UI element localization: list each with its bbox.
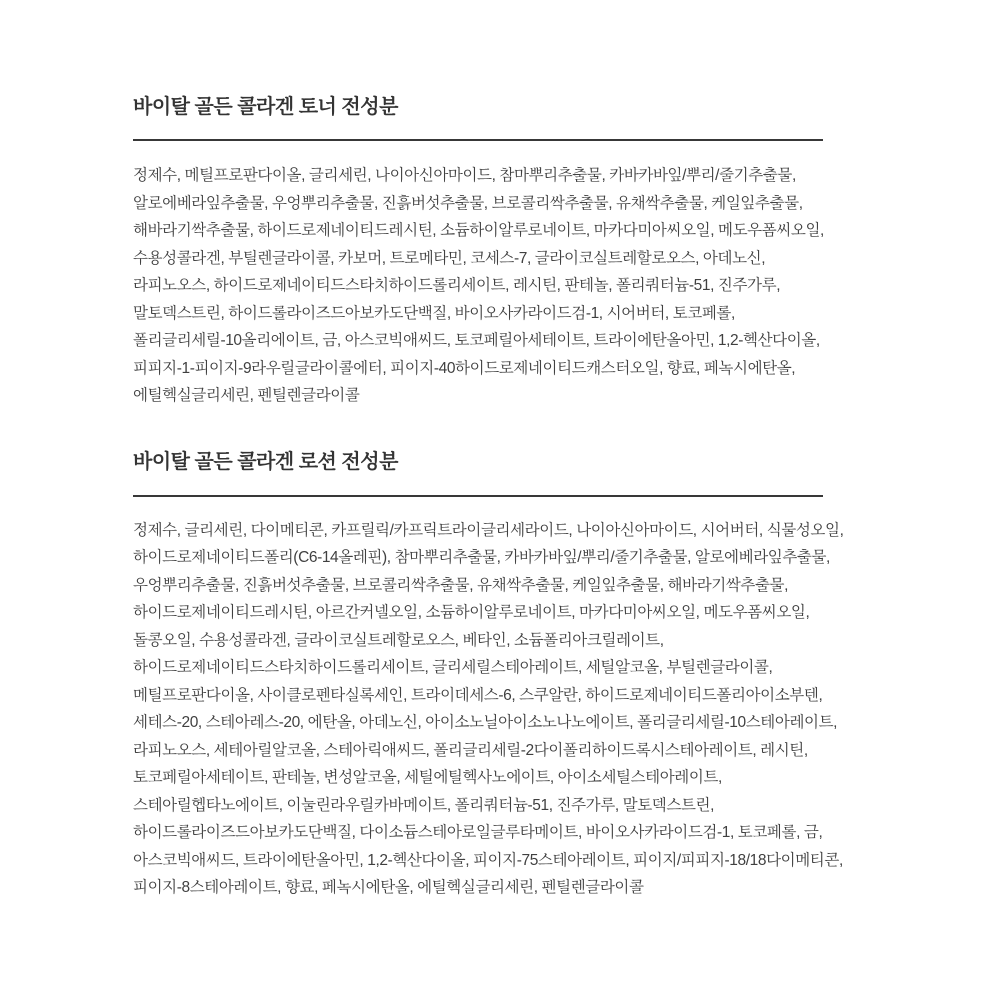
lotion-section-title: 바이탈 골든 콜라겐 로션 전성분	[133, 450, 398, 473]
ingredient-line: 돌콩오일, 수용성콜라겐, 글라이코실트레할로오스, 베타인, 소듐폴리아크릴레이트,	[133, 631, 664, 649]
ingredient-line: 하이드롤라이즈드아보카도단백질, 다이소듐스테아로일글루타메이트, 바이오사카라이드검-1, 토코페롤, 금,	[133, 824, 823, 841]
toner-ingredients-text	[133, 162, 873, 410]
lotion-ingredients-text	[133, 517, 873, 902]
ingredient-line: 아스코빅애씨드, 트라이에탄올아민, 1,2-헥산다이올, 피이지-75스테아레이트, 피이지/피피지-18/18다이메티콘,	[133, 851, 843, 869]
ingredient-line: 에틸헥실글리세린, 펜틸렌글라이콜	[133, 387, 360, 404]
title-divider	[133, 139, 823, 141]
ingredient-line: 세테스-20, 스테아레스-20, 에탄올, 아데노신, 아이소노닐아이소노나노에이트, 폴리글리세릴-10스테아레이트,	[133, 714, 838, 731]
ingredient-line: 메틸프로판다이올, 사이클로펜타실록세인, 트라이데세스-6, 스쿠알란, 하이드로제네이티드폴리아이소부텐,	[133, 686, 823, 704]
lotion-ingredients-section	[133, 410, 873, 902]
ingredient-line: 하이드로제네이티드레시틴, 아르간커넬오일, 소듐하이알루로네이트, 마카다미아씨오일, 메도우폼씨오일,	[133, 604, 810, 621]
ingredient-line: 라피노오스, 세테아릴알코올, 스테아릭애씨드, 폴리글리세릴-2다이폴리하이드록시스테아레이트, 레시틴,	[133, 741, 808, 759]
ingredient-line: 폴리글리세릴-10올리에이트, 금, 아스코빅애씨드, 토코페릴아세테이트, 트라이에탄올아민, 1,2-헥산다이올,	[133, 332, 820, 349]
ingredient-line: 정제수, 메틸프로판다이올, 글리세린, 나이아신아마이드, 참마뿌리추출물, 카바카바잎/뿌리/줄기추출물,	[133, 167, 796, 184]
toner-ingredients-section	[133, 0, 873, 410]
ingredient-line: 스테아릴헵타노에이트, 이눌린라우릴카바메이트, 폴리쿼터늄-51, 진주가루, 말토덱스트린,	[133, 796, 714, 814]
ingredient-line: 피피지-1-피이지-9라우릴글라이콜에터, 피이지-40하이드로제네이티드캐스터오일, 향료, 페녹시에탄올,	[133, 359, 796, 377]
ingredient-line: 하이드로제네이티드스타치하이드롤리세이트, 글리세릴스테아레이트, 세틸알코올, 부틸렌글라이콜,	[133, 659, 773, 676]
ingredient-line: 수용성콜라겐, 부틸렌글라이콜, 카보머, 트로메타민, 코세스-7, 글라이코실트레할로오스, 아데노신,	[133, 249, 766, 267]
ingredient-line: 토코페릴아세테이트, 판테놀, 변성알코올, 세틸에틸헥사노에이트, 아이소세틸스테아레이트,	[133, 769, 722, 786]
ingredient-line: 알로에베라잎추출물, 우엉뿌리추출물, 진흙버섯추출물, 브로콜리싹추출물, 유채싹추출물, 케일잎추출물,	[133, 194, 803, 212]
toner-section-title: 바이탈 골든 콜라겐 토너 전성분	[133, 96, 398, 118]
ingredient-line: 말토덱스트린, 하이드롤라이즈드아보카도단백질, 바이오사카라이드검-1, 시어버터, 토코페롤,	[133, 304, 735, 322]
ingredient-line: 해바라기싹추출물, 하이드로제네이티드레시틴, 소듐하이알루로네이트, 마카다미아씨오일, 메도우폼씨오일,	[133, 222, 824, 239]
ingredient-line: 우엉뿌리추출물, 진흙버섯추출물, 브로콜리싹추출물, 유채싹추출물, 케일잎추출물, 해바라기싹추출물,	[133, 576, 789, 594]
content-container	[133, 0, 873, 902]
ingredient-line: 하이드로제네이티드폴리(C6-14올레핀), 참마뿌리추출물, 카바카바잎/뿌리/줄기추출물, 알로에베라잎추출물,	[133, 549, 830, 566]
ingredient-line: 라피노오스, 하이드로제네이티드스타치하이드롤리세이트, 레시틴, 판테놀, 폴리쿼터늄-51, 진주가루,	[133, 277, 781, 294]
ingredient-line: 피이지-8스테아레이트, 향료, 페녹시에탄올, 에틸헥실글리세린, 펜틸렌글라이콜	[133, 879, 644, 896]
title-divider	[133, 495, 823, 497]
ingredient-line: 정제수, 글리세린, 다이메티콘, 카프릴릭/카프릭트라이글리세라이드, 나이아신아마이드, 시어버터, 식물성오일,	[133, 521, 844, 539]
